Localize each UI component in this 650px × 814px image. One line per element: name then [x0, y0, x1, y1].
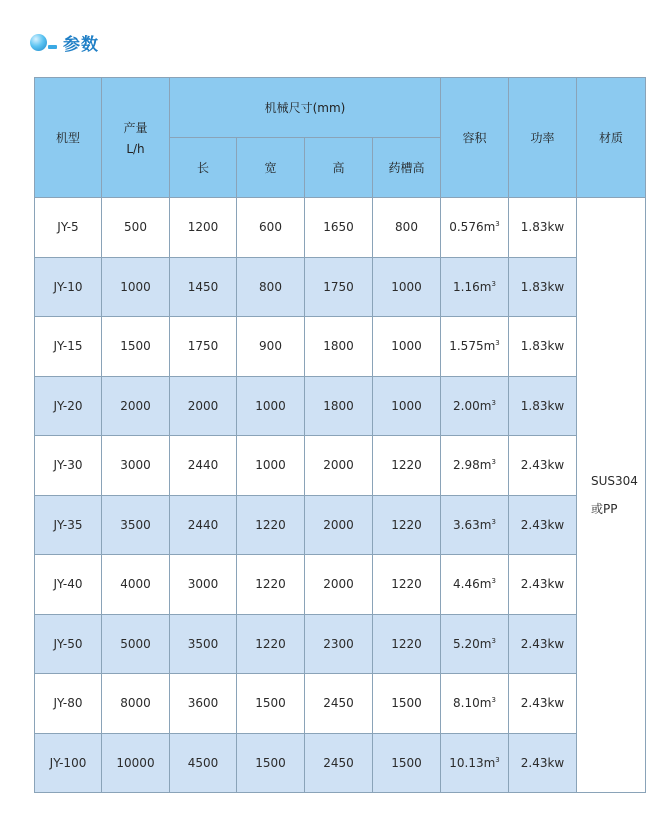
width-cell: 1220	[237, 555, 305, 615]
height-cell: 2000	[305, 555, 373, 615]
output-cell: 10000	[102, 733, 170, 793]
model-cell: JY-10	[35, 257, 102, 317]
power-cell: 1.83kw	[509, 317, 577, 377]
table-row	[35, 674, 646, 734]
volume-unit-exponent: 3	[491, 279, 496, 288]
header-power: 功率	[509, 78, 577, 198]
tank-height-cell: 1220	[373, 436, 441, 496]
length-cell: 4500	[170, 733, 237, 793]
volume-unit: m	[479, 458, 492, 473]
volume-cell	[441, 495, 509, 555]
width-cell: 1000	[237, 376, 305, 436]
volume-unit-exponent: 3	[495, 755, 500, 764]
header-width: 宽	[237, 138, 305, 198]
volume-cell	[441, 733, 509, 793]
power-cell: 2.43kw	[509, 674, 577, 734]
length-cell: 2000	[170, 376, 237, 436]
output-cell: 3000	[102, 436, 170, 496]
width-cell: 600	[237, 198, 305, 258]
volume-unit-exponent: 3	[495, 220, 500, 229]
volume-unit-exponent: 3	[491, 577, 496, 586]
volume-value: 2.98	[453, 458, 480, 473]
volume-cell	[441, 317, 509, 377]
table-body	[35, 198, 646, 793]
width-cell: 1500	[237, 733, 305, 793]
table-row	[35, 555, 646, 615]
table-row	[35, 733, 646, 793]
volume-unit: m	[479, 517, 492, 532]
height-cell: 1800	[305, 376, 373, 436]
volume-unit: m	[483, 339, 496, 354]
length-cell: 2440	[170, 436, 237, 496]
volume-unit: m	[483, 220, 496, 235]
height-cell: 1750	[305, 257, 373, 317]
volume-unit: m	[479, 279, 492, 294]
header-output	[102, 78, 170, 198]
model-cell: JY-40	[35, 555, 102, 615]
height-cell: 2300	[305, 614, 373, 674]
output-cell: 4000	[102, 555, 170, 615]
parameters-table	[34, 77, 646, 793]
volume-unit-exponent: 3	[495, 339, 500, 348]
length-cell: 1450	[170, 257, 237, 317]
output-cell: 2000	[102, 376, 170, 436]
table-row	[35, 614, 646, 674]
volume-cell	[441, 436, 509, 496]
table-row	[35, 317, 646, 377]
length-cell: 3500	[170, 614, 237, 674]
tank-height-cell: 1500	[373, 733, 441, 793]
power-cell: 2.43kw	[509, 436, 577, 496]
volume-value: 10.13	[449, 755, 484, 770]
width-cell: 1000	[237, 436, 305, 496]
header-height: 高	[305, 138, 373, 198]
volume-cell	[441, 257, 509, 317]
model-cell: JY-100	[35, 733, 102, 793]
power-cell: 2.43kw	[509, 495, 577, 555]
tank-height-cell: 1000	[373, 317, 441, 377]
table-row	[35, 257, 646, 317]
model-cell: JY-5	[35, 198, 102, 258]
model-cell: JY-35	[35, 495, 102, 555]
volume-cell	[441, 555, 509, 615]
tank-height-cell: 1220	[373, 495, 441, 555]
tank-height-cell: 800	[373, 198, 441, 258]
tank-height-cell: 1220	[373, 555, 441, 615]
output-cell: 1500	[102, 317, 170, 377]
header-material: 材质	[577, 78, 646, 198]
width-cell: 800	[237, 257, 305, 317]
volume-value: 2.00	[453, 398, 480, 413]
tank-height-cell: 1000	[373, 257, 441, 317]
material-cell	[577, 198, 646, 793]
bullet-dash-icon	[48, 45, 57, 49]
output-cell: 1000	[102, 257, 170, 317]
header-model: 机型	[35, 78, 102, 198]
table-row	[35, 376, 646, 436]
header-tank-height: 药槽高	[373, 138, 441, 198]
volume-value: 4.46	[453, 577, 480, 592]
header-length: 长	[170, 138, 237, 198]
volume-cell	[441, 376, 509, 436]
volume-unit-exponent: 3	[491, 636, 496, 645]
output-cell: 5000	[102, 614, 170, 674]
height-cell: 1800	[305, 317, 373, 377]
tank-height-cell: 1000	[373, 376, 441, 436]
height-cell: 2450	[305, 733, 373, 793]
length-cell: 2440	[170, 495, 237, 555]
volume-cell	[441, 614, 509, 674]
output-cell: 3500	[102, 495, 170, 555]
volume-unit-exponent: 3	[491, 517, 496, 526]
section-title: 参数	[63, 34, 99, 55]
length-cell: 1200	[170, 198, 237, 258]
volume-unit: m	[479, 696, 492, 711]
material-line-2: 或PP	[591, 502, 618, 516]
volume-value: 1.575	[449, 339, 484, 354]
header-volume: 容积	[441, 78, 509, 198]
volume-unit-exponent: 3	[491, 398, 496, 407]
volume-unit: m	[479, 636, 492, 651]
width-cell: 1220	[237, 495, 305, 555]
tank-height-cell: 1500	[373, 674, 441, 734]
volume-unit-exponent: 3	[491, 458, 496, 467]
volume-unit-exponent: 3	[491, 696, 496, 705]
model-cell: JY-30	[35, 436, 102, 496]
power-cell: 1.83kw	[509, 257, 577, 317]
output-cell: 8000	[102, 674, 170, 734]
power-cell: 2.43kw	[509, 555, 577, 615]
model-cell: JY-15	[35, 317, 102, 377]
power-cell: 2.43kw	[509, 733, 577, 793]
volume-value: 3.63	[453, 517, 480, 532]
volume-value: 8.10	[453, 696, 480, 711]
volume-unit: m	[483, 755, 496, 770]
bullet-sphere-icon	[30, 34, 47, 51]
width-cell: 1220	[237, 614, 305, 674]
section-heading	[30, 30, 99, 54]
header-row	[35, 78, 646, 138]
volume-unit: m	[479, 577, 492, 592]
height-cell: 1650	[305, 198, 373, 258]
tank-height-cell: 1220	[373, 614, 441, 674]
table-row	[35, 436, 646, 496]
table-row	[35, 495, 646, 555]
volume-unit: m	[479, 398, 492, 413]
header-dimensions: 机械尺寸(mm)	[170, 78, 441, 138]
model-cell: JY-20	[35, 376, 102, 436]
model-cell: JY-80	[35, 674, 102, 734]
volume-value: 5.20	[453, 636, 480, 651]
height-cell: 2450	[305, 674, 373, 734]
length-cell: 3600	[170, 674, 237, 734]
header-output-label: 产量	[123, 121, 148, 135]
volume-value: 0.576	[449, 220, 484, 235]
material-line-1: SUS304	[591, 474, 638, 488]
height-cell: 2000	[305, 495, 373, 555]
power-cell: 1.83kw	[509, 376, 577, 436]
power-cell: 1.83kw	[509, 198, 577, 258]
power-cell: 2.43kw	[509, 614, 577, 674]
width-cell: 900	[237, 317, 305, 377]
volume-cell	[441, 198, 509, 258]
header-output-unit: L/h	[126, 142, 145, 156]
length-cell: 3000	[170, 555, 237, 615]
length-cell: 1750	[170, 317, 237, 377]
width-cell: 1500	[237, 674, 305, 734]
model-cell: JY-50	[35, 614, 102, 674]
table-row	[35, 198, 646, 258]
output-cell: 500	[102, 198, 170, 258]
height-cell: 2000	[305, 436, 373, 496]
volume-value: 1.16	[453, 279, 480, 294]
volume-cell	[441, 674, 509, 734]
